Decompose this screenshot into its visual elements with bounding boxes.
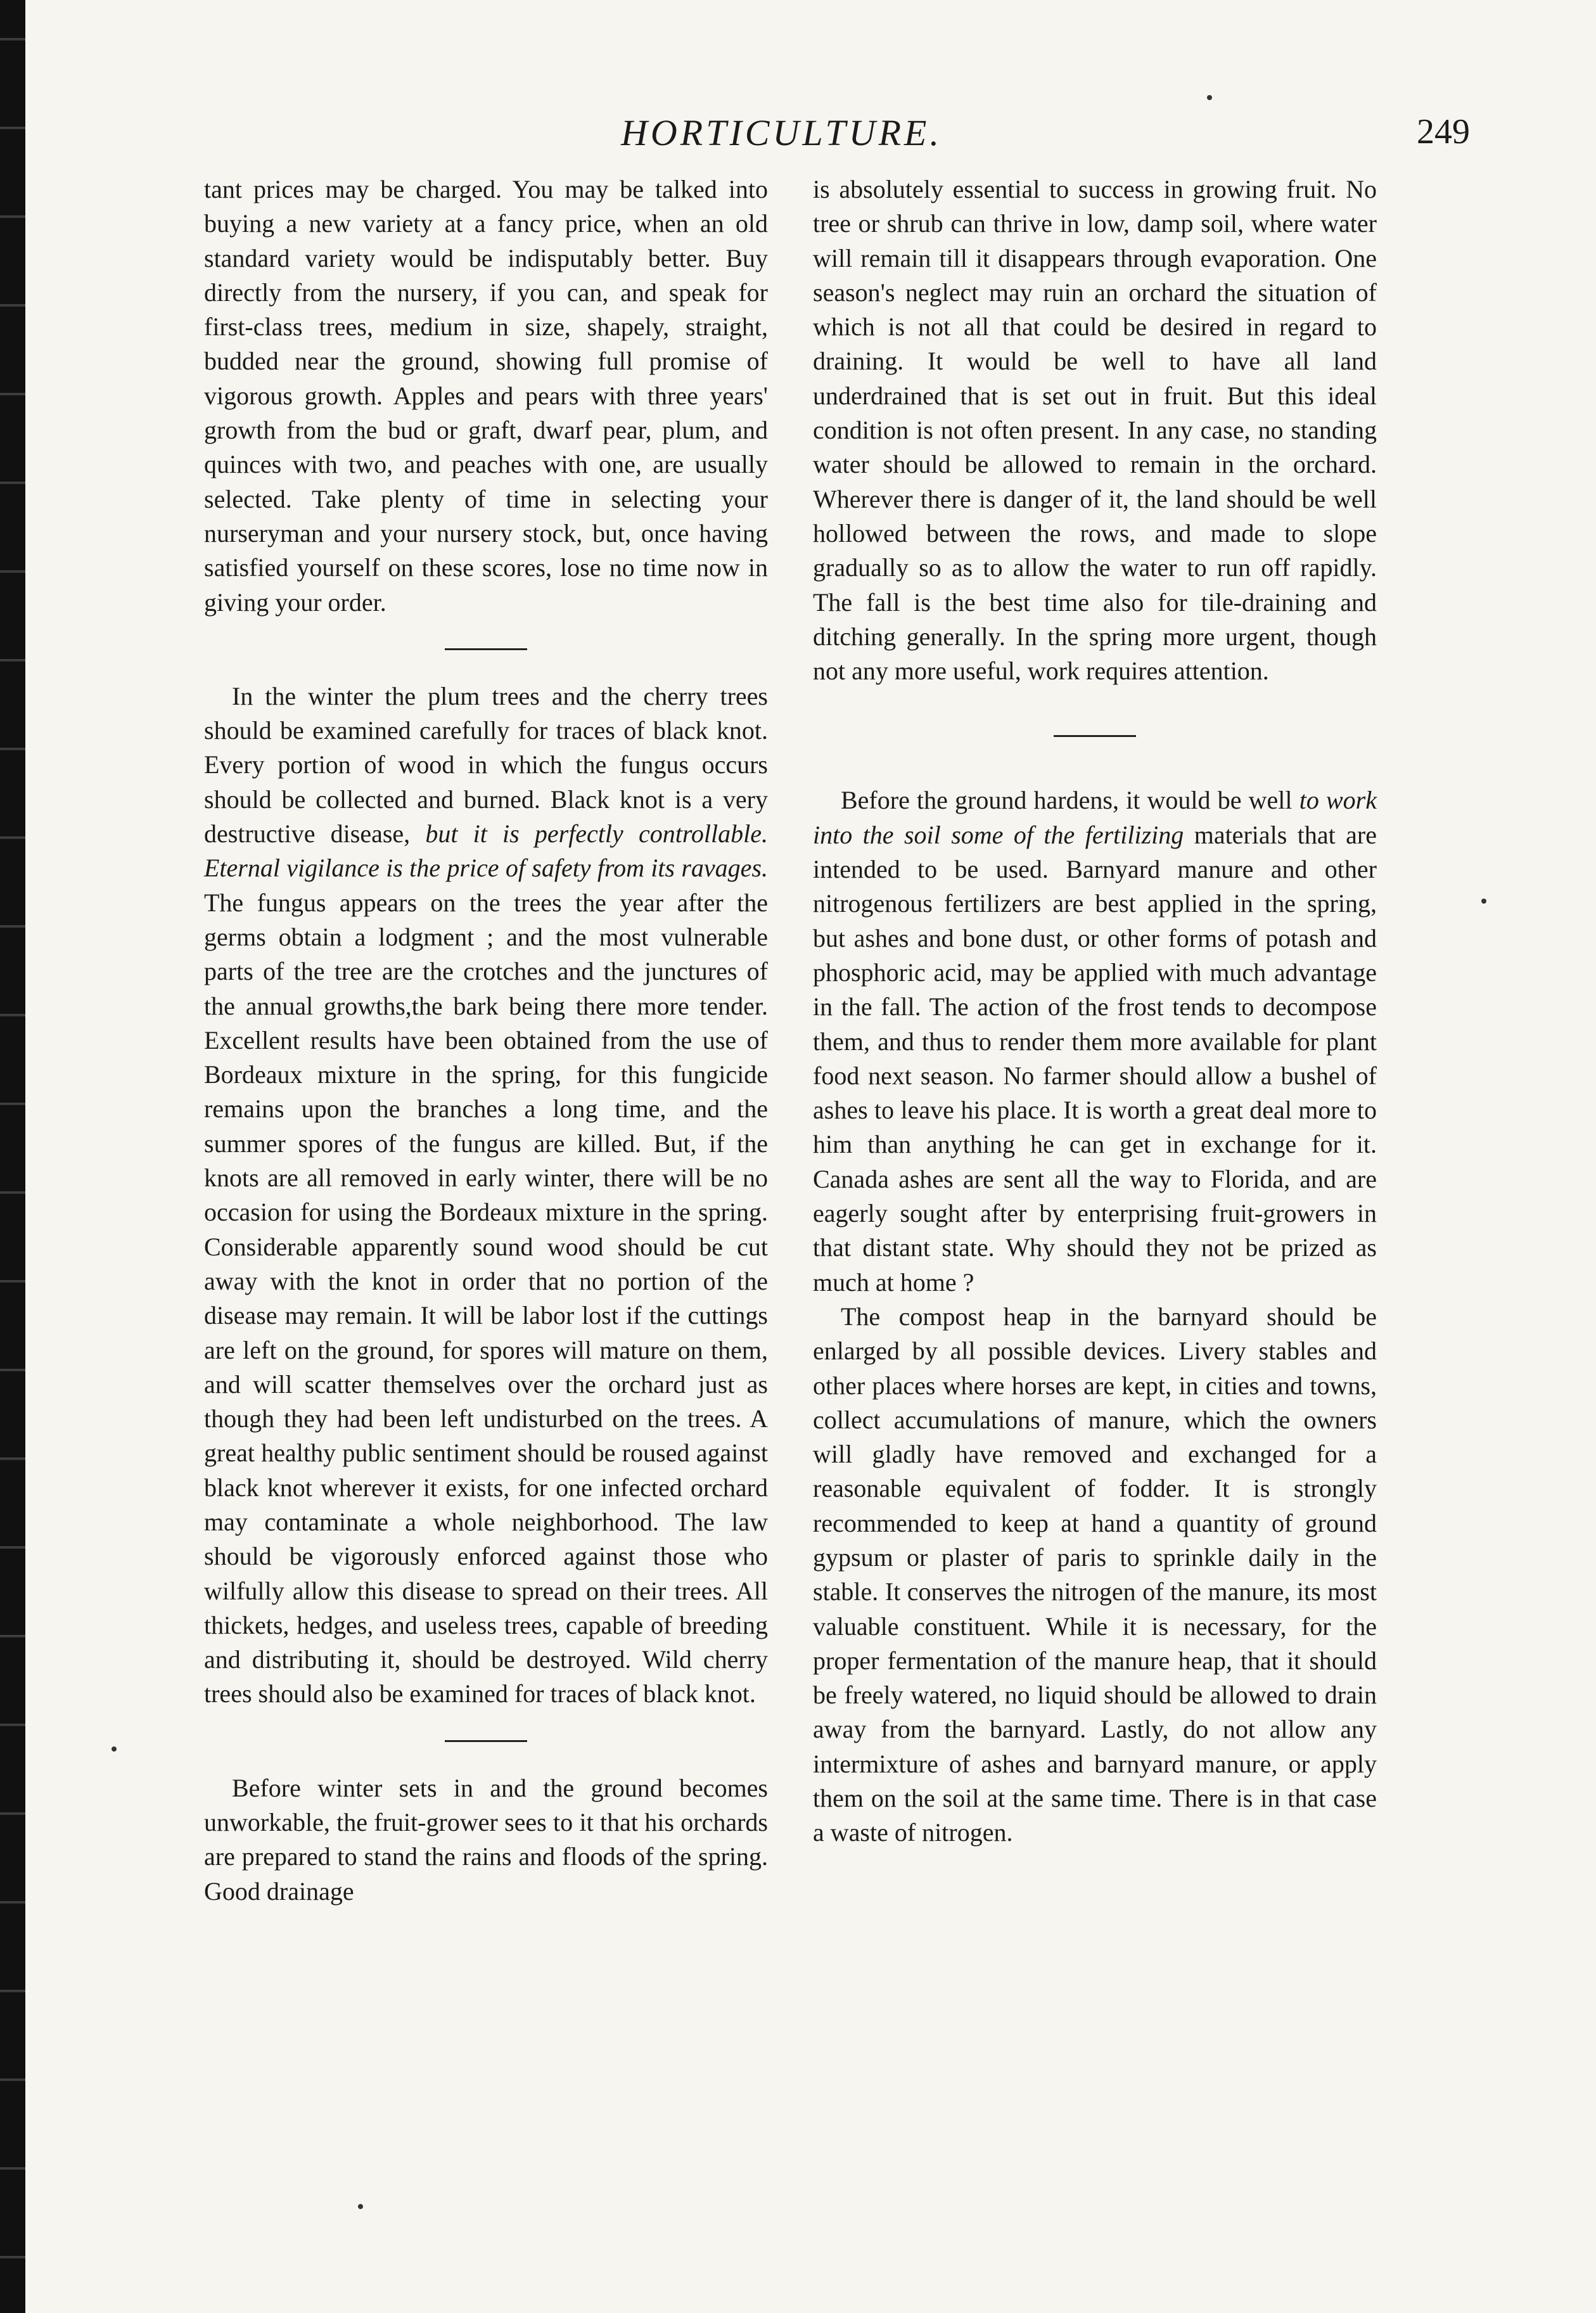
emphasis-text: but it is perfectly controllable. Eternal vigilance is the price of safety from its ravages. (204, 819, 769, 883)
print-speck (1207, 95, 1212, 100)
section-separator (813, 688, 1377, 783)
print-speck (358, 2204, 363, 2209)
paragraph-drainage-intro: Before winter sets in and the ground becomes unworkable, the fruit-grower sees to it that his orchards are prepared to stand the rains and floods of the spring. Good drainage (204, 1773, 768, 1906)
section-separator (204, 1712, 768, 1771)
print-speck (1481, 899, 1486, 904)
paragraph-fertilizing: Before the ground hardens, it would be well to work into the soil some of the fertilizing materials that are intended to be used. Barnyard manure and other nitrogenous fertilizers are best applied in the spring, but ashes and bone dust, or other forms of potash and phosphoric acid, may be applied with much advantage in the fall. The action of the frost tends to decompose them, and thus to render them more available for plant food next season. No farmer should allow a bushel of ashes to leave his place. It is worth a great deal more to him than anything he can get in exchange for it. Canada ashes are sent all the way to Florida, and are eagerly sought after by enterprising fruit-growers in that distant state. Why should they not be prized as much at home ? (813, 786, 1377, 1297)
page-spine-edge (0, 0, 25, 2313)
page-header (215, 112, 1470, 162)
emphasis-text: to work into the soil some of the fertilizing (813, 786, 1377, 849)
page-number: 249 (1417, 112, 1470, 151)
section-separator (204, 620, 768, 679)
left-column (204, 172, 768, 1909)
right-column (813, 172, 1377, 1850)
paragraph-nursery-stock: tant prices may be charged. You may be talked into buying a new variety at a fancy price, when an old standard variety would be indisputably better. Buy directly from the nursery, if you can, and speak for first-class trees, medium in size, shapely, straight, budded near the ground, showing full promise of vigorous growth. Apples and pears with three years' growth from the bud or graft, dwarf pear, plum, and quinces with two, and peaches with one, are usually selected. Take plenty of time in selecting your nurseryman and your nursery stock, but, once having satisfied yourself on these scores, lose no time now in giving your order. (204, 175, 768, 617)
running-title: HORTICULTURE. (621, 112, 942, 153)
paragraph-black-knot: In the winter the plum trees and the cherry trees should be examined carefully for traces of black knot. Every portion of wood in which the fungus occurs should be collected and burned. Black knot is a very destructive disease, but it is perfectly controllable. Eternal vigilance is the price of safety from its ravages. The fungus appears on the trees the year after the germs obtain a lodgment ; and the most vulnerable parts of the tree are the crotches and the junctures of the annual growths,the bark being there more tender. Excellent results have been obtained from the use of Bordeaux mixture in the spring, for this fungicide remains upon the branches a long time, and the summer spores of the fungus are killed. But, if the knots are all removed in early winter, there will be no occasion for using the Bordeaux mixture in the spring. Considerable apparently sound wood should be cut away with the knot in order that no portion of the disease may remain. It will be labor lost if the cuttings are left on the ground, for spores will mature on them, and will scatter themselves over the orchard just as though they had been left undisturbed on the trees. A great healthy public sentiment should be roused against black knot wherever it exists, for one infected orchard may contaminate a whole neighborhood. The law should be vigorously enforced against those who wilfully allow this disease to spread on their trees. All thickets, hedges, and useless trees, capable of breeding and distributing it, should be destroyed. Wild cherry trees should also be examined for traces of black knot. (204, 681, 769, 1708)
paragraph-compost-heap: The compost heap in the barnyard should be enlarged by all possible devices. Livery stables and other places where horses are kept, in cities and towns, collect accumulations of manure, which the owners will gladly have removed and exchanged for a reasonable equivalent of fodder. It is strongly recommended to keep at hand a quantity of ground gypsum or plaster of paris to sprinkle daily in the stable. It conserves the nitrogen of the manure, its most valuable constituent. While it is necessary, for the proper fermentation of the manure heap, that it should be freely watered, no liquid should be allowed to drain away from the barnyard. Lastly, do not allow any intermixture of ashes and barnyard manure, or apply them on the soil at the same time. There is in that case a waste of nitrogen. (813, 1302, 1377, 1847)
paragraph-drainage: is absolutely essential to success in growing fruit. No tree or shrub can thrive in low, damp soil, where water will remain till it disappears through evaporation. One season's neglect may ruin an orchard the situation of which is not all that could be desired in regard to draining. It would be well to have all land underdrained that is set out in fruit. But this ideal condition is not often present. In any case, no standing water should be allowed to remain in the orchard. Wherever there is danger of it, the land should be well hollowed between the rows, and made to slope gradually so as to allow the water to run off rapidly. The fall is the best time also for tile-draining and ditching generally. In the spring more urgent, though not any more useful, work requires attention. (813, 175, 1377, 686)
print-speck (112, 1746, 117, 1752)
